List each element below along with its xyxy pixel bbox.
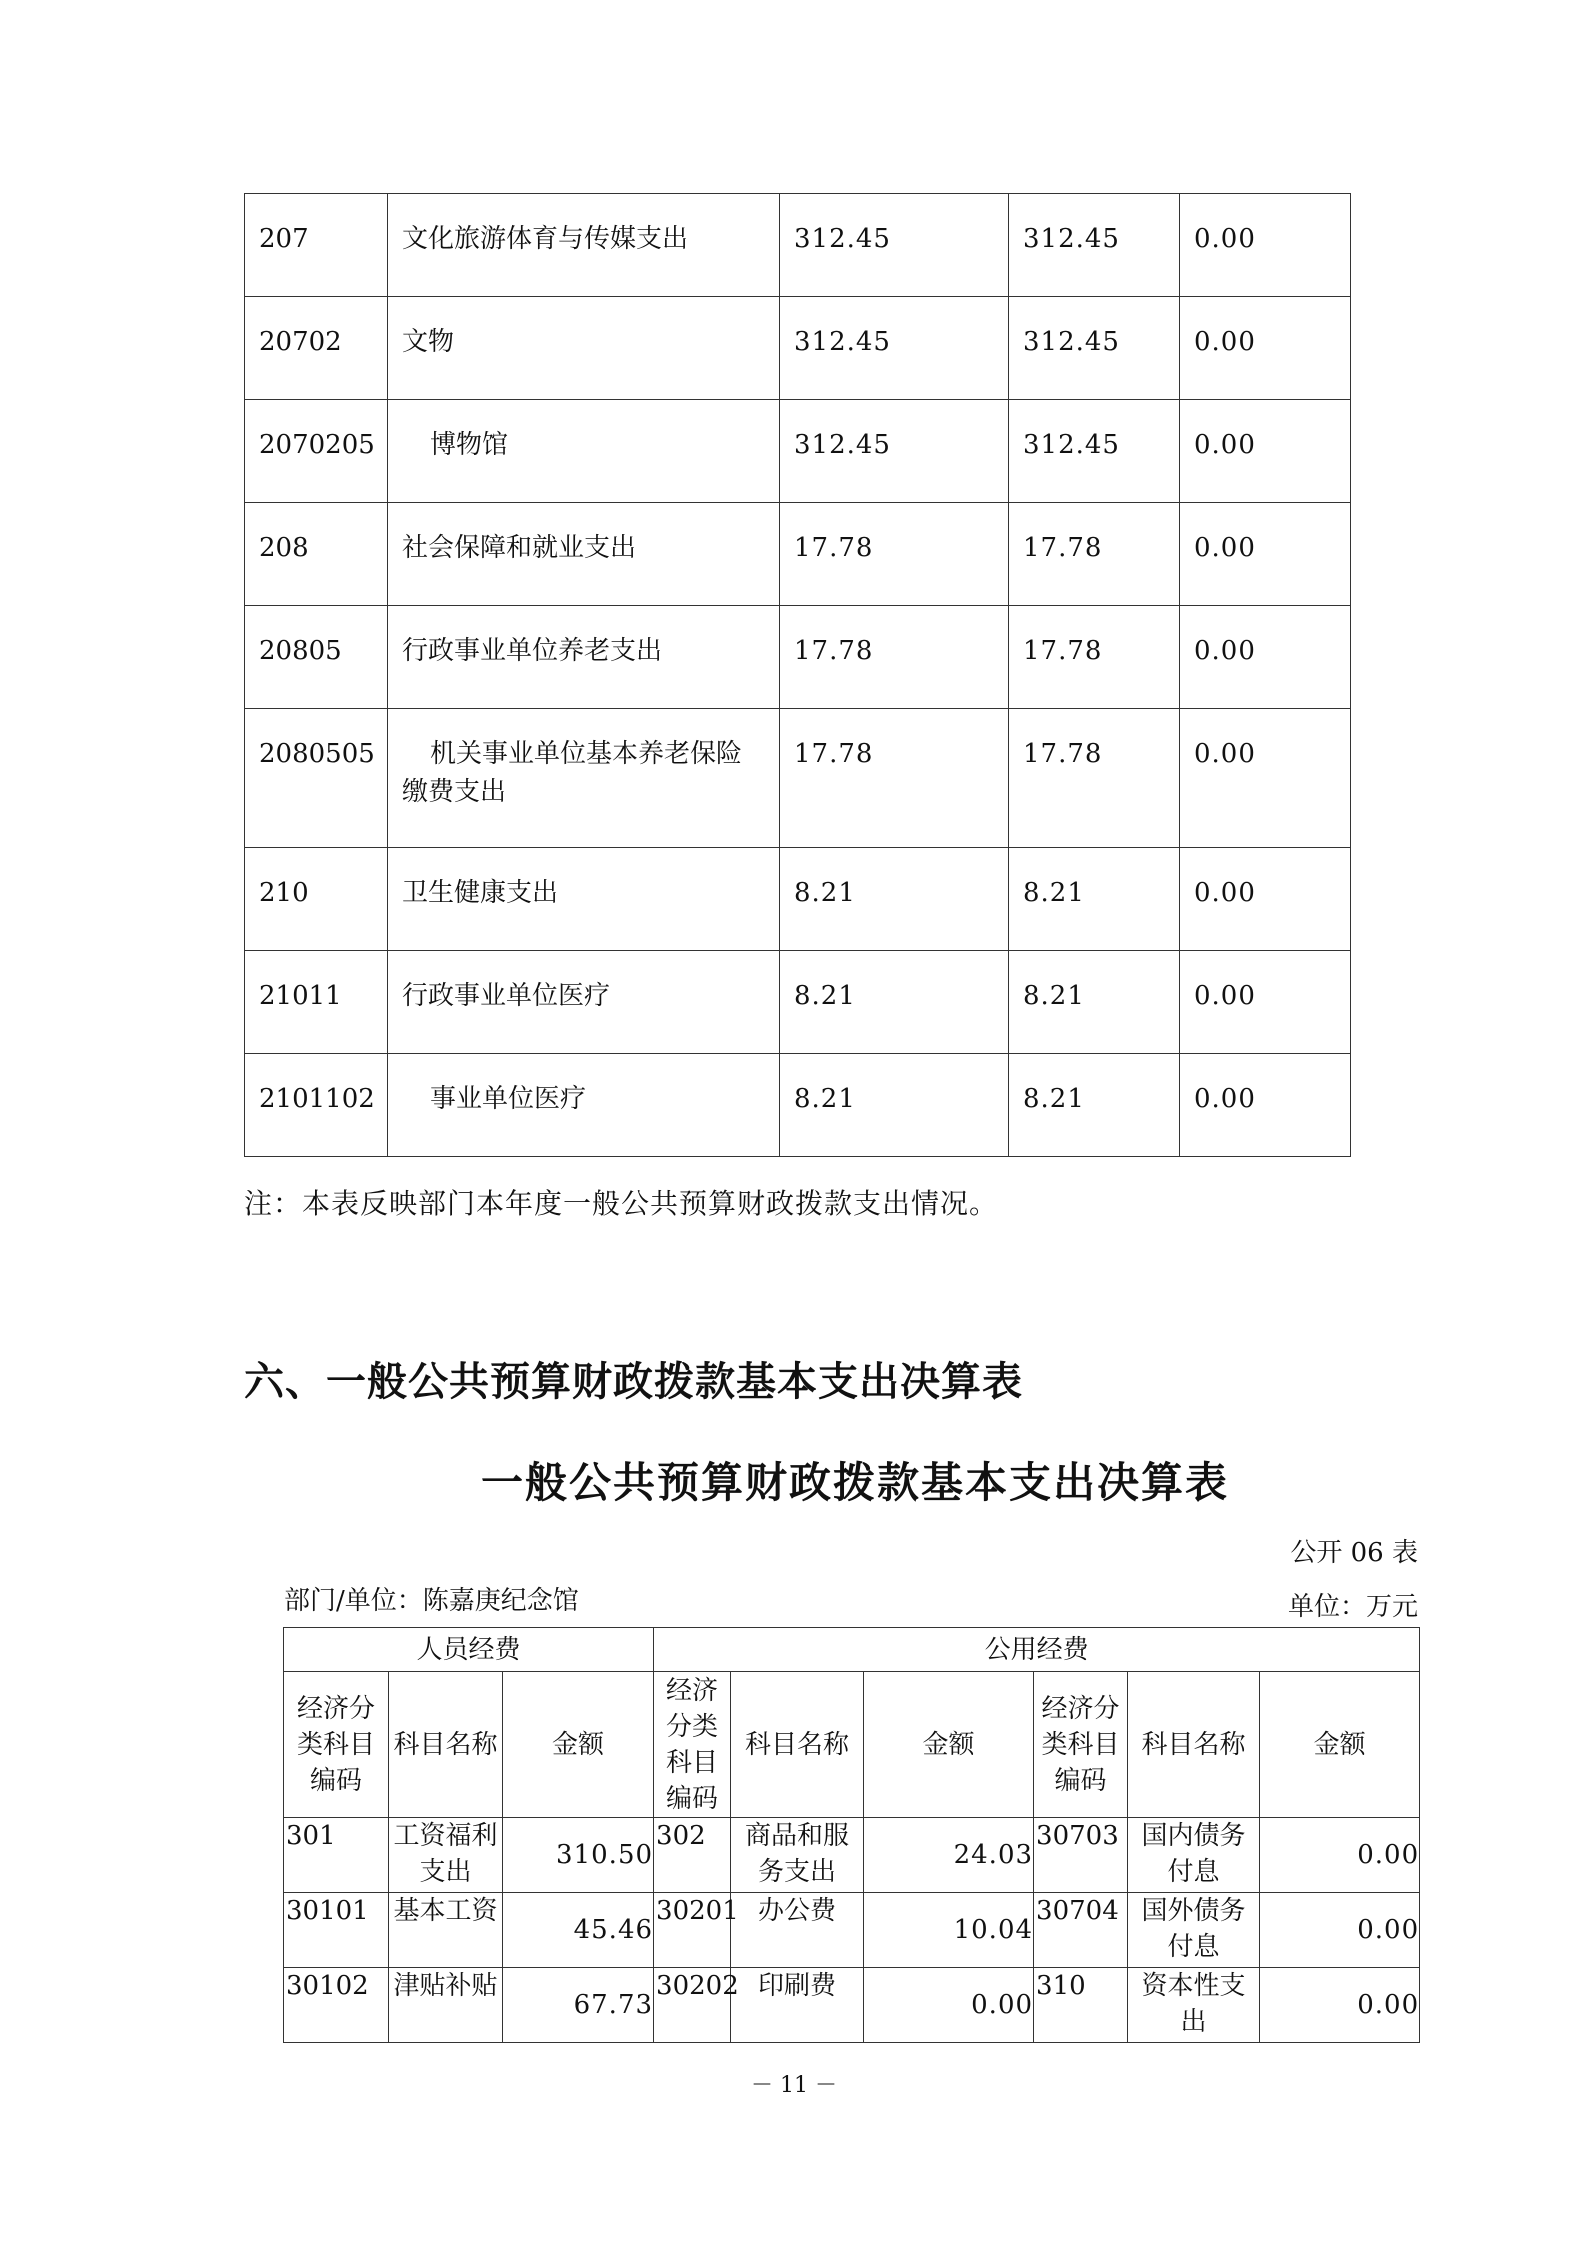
code-cell: 30703 (1034, 1818, 1128, 1893)
subject-name: 机关事业单位基本养老保险缴费支出 (388, 709, 780, 848)
code-cell: 310 (1034, 1968, 1128, 2043)
name-cell: 津贴补贴 (389, 1968, 503, 2043)
basic-expenditure-table (283, 1627, 1420, 2043)
name-cell: 资本性支出 (1128, 1968, 1260, 2043)
table-row (245, 1054, 1351, 1157)
code-cell: 30101 (284, 1893, 389, 1968)
name-cell: 国内债务付息 (1128, 1818, 1260, 1893)
group-personnel: 人员经费 (284, 1628, 654, 1672)
basic-amount: 312.45 (1009, 297, 1180, 400)
basic-amount: 17.78 (1009, 606, 1180, 709)
amount-cell: 45.46 (503, 1893, 654, 1968)
section-heading: 六、一般公共预算财政拨款基本支出决算表 (244, 1359, 1023, 1405)
project-amount: 0.00 (1180, 297, 1351, 400)
amount-cell: 0.00 (1260, 1893, 1420, 1968)
project-amount: 0.00 (1180, 606, 1351, 709)
header-amount: 金额 (1260, 1672, 1420, 1818)
subject-name: 社会保障和就业支出 (388, 503, 780, 606)
total-amount: 312.45 (780, 194, 1009, 297)
code-cell: 302 (654, 1818, 731, 1893)
name-cell: 国外债务付息 (1128, 1893, 1260, 1968)
code-cell: 30201 (654, 1893, 731, 1968)
subject-name: 事业单位医疗 (388, 1054, 780, 1157)
total-amount: 17.78 (780, 503, 1009, 606)
name-cell: 印刷费 (731, 1968, 864, 2043)
code-cell: 30704 (1034, 1893, 1128, 1968)
subject-code: 20702 (245, 297, 388, 400)
table-row (245, 709, 1351, 848)
code-cell: 30202 (654, 1968, 731, 2043)
project-amount: 0.00 (1180, 194, 1351, 297)
project-amount: 0.00 (1180, 951, 1351, 1054)
group-public: 公用经费 (654, 1628, 1420, 1672)
code-cell: 301 (284, 1818, 389, 1893)
project-amount: 0.00 (1180, 1054, 1351, 1157)
subject-code: 2080505 (245, 709, 388, 848)
basic-amount: 312.45 (1009, 194, 1180, 297)
total-amount: 17.78 (780, 709, 1009, 848)
group-header-row (284, 1628, 1420, 1672)
page-number: － 11 － (751, 2073, 837, 2098)
table-row (284, 1893, 1420, 1968)
header-code: 经济分类科目编码 (1034, 1672, 1128, 1818)
subject-name: 行政事业单位养老支出 (388, 606, 780, 709)
amount-cell: 10.04 (864, 1893, 1034, 1968)
subject-name: 卫生健康支出 (388, 848, 780, 951)
subject-code: 20805 (245, 606, 388, 709)
table-row (245, 606, 1351, 709)
project-amount: 0.00 (1180, 400, 1351, 503)
table-row (245, 503, 1351, 606)
subject-code: 2070205 (245, 400, 388, 503)
total-amount: 312.45 (780, 400, 1009, 503)
subject-name: 文物 (388, 297, 780, 400)
column-header-row (284, 1672, 1420, 1818)
subject-code: 208 (245, 503, 388, 606)
header-code: 经济分类科目编码 (654, 1672, 731, 1818)
amount-cell: 0.00 (864, 1968, 1034, 2043)
name-cell: 基本工资 (389, 1893, 503, 1968)
project-amount: 0.00 (1180, 503, 1351, 606)
amount-cell: 67.73 (503, 1968, 654, 2043)
total-amount: 8.21 (780, 848, 1009, 951)
header-amount: 金额 (864, 1672, 1034, 1818)
basic-amount: 8.21 (1009, 1054, 1180, 1157)
basic-amount: 8.21 (1009, 951, 1180, 1054)
name-cell: 工资福利支出 (389, 1818, 503, 1893)
total-amount: 8.21 (780, 1054, 1009, 1157)
subject-code: 207 (245, 194, 388, 297)
table-title: 一般公共预算财政拨款基本支出决算表 (480, 1458, 1229, 1507)
total-amount: 312.45 (780, 297, 1009, 400)
subject-name: 行政事业单位医疗 (388, 951, 780, 1054)
project-amount: 0.00 (1180, 709, 1351, 848)
table-note: 注：本表反映部门本年度一般公共预算财政拨款支出情况。 (244, 1187, 999, 1220)
amount-cell: 0.00 (1260, 1968, 1420, 2043)
expenditure-table (244, 193, 1351, 1157)
total-amount: 17.78 (780, 606, 1009, 709)
header-name: 科目名称 (1128, 1672, 1260, 1818)
subject-code: 2101102 (245, 1054, 388, 1157)
subject-code: 21011 (245, 951, 388, 1054)
total-amount: 8.21 (780, 951, 1009, 1054)
department-label: 部门/单位：陈嘉庚纪念馆 (284, 1586, 579, 1616)
unit-label: 单位：万元 (1287, 1592, 1418, 1622)
basic-amount: 17.78 (1009, 709, 1180, 848)
table-row (245, 848, 1351, 951)
basic-amount: 17.78 (1009, 503, 1180, 606)
subject-name: 文化旅游体育与传媒支出 (388, 194, 780, 297)
name-cell: 商品和服务支出 (731, 1818, 864, 1893)
table-row (245, 951, 1351, 1054)
amount-cell: 310.50 (503, 1818, 654, 1893)
amount-cell: 24.03 (864, 1818, 1034, 1893)
table-row (284, 1818, 1420, 1893)
header-name: 科目名称 (731, 1672, 864, 1818)
basic-amount: 312.45 (1009, 400, 1180, 503)
amount-cell: 0.00 (1260, 1818, 1420, 1893)
project-amount: 0.00 (1180, 848, 1351, 951)
basic-amount: 8.21 (1009, 848, 1180, 951)
code-cell: 30102 (284, 1968, 389, 2043)
table-row (245, 194, 1351, 297)
table-number: 公开 06 表 (1290, 1538, 1418, 1568)
subject-code: 210 (245, 848, 388, 951)
subject-name: 博物馆 (388, 400, 780, 503)
table-row (245, 400, 1351, 503)
header-name: 科目名称 (389, 1672, 503, 1818)
header-amount: 金额 (503, 1672, 654, 1818)
name-cell: 办公费 (731, 1893, 864, 1968)
table-row (284, 1968, 1420, 2043)
header-code: 经济分类科目编码 (284, 1672, 389, 1818)
table-row (245, 297, 1351, 400)
